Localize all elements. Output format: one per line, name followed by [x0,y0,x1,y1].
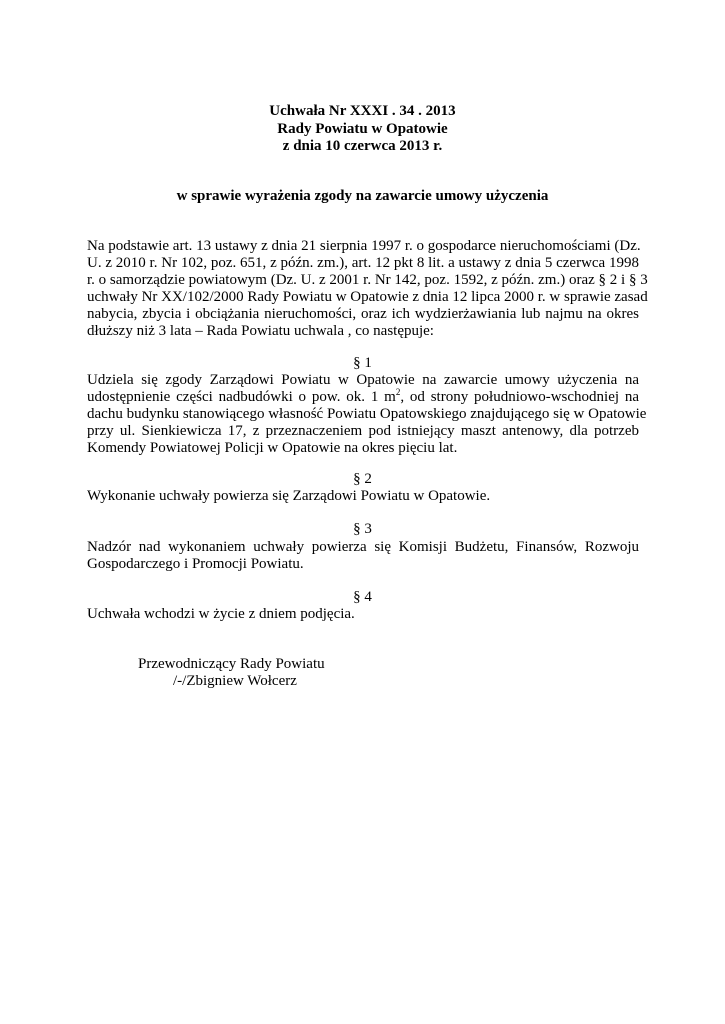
preamble-line: uchwały Nr XX/102/2000 Rady Powiatu w Opatowie z dnia 12 lipca 2000 r. w sprawie zasad [87,289,648,305]
preamble-line: nabycia, zbycia i obciążania nieruchomości, oraz ich wydzierżawiania lub najmu na okres [87,306,639,322]
section-line: dachu budynku stanowiącego własność Powiatu Opatowskiego znajdującego się w Opatowie [87,406,647,422]
preamble-line: U. z 2010 r. Nr 102, poz. 651, z późn. zm.), art. 12 pkt 8 lit. a ustawy z dnia 5 czerwca 1998 [87,255,639,271]
section-4-body [87,606,639,623]
section-line: Komendy Powiatowej Policji w Opatowie na okres pięciu lat. [87,440,458,456]
section-line: Gospodarczego i Promocji Powiatu. [87,556,304,572]
section-1-body [87,372,647,457]
resolution-subject: w sprawie wyrażenia zgody na zawarcie umowy użyczenia [176,188,549,204]
preamble-line: dłuższy niż 3 lata – Rada Powiatu uchwala , co następuje: [87,323,434,339]
section-3-body [87,539,639,573]
resolution-number: Uchwała Nr XXXI . 34 . 2013 [269,103,456,119]
section-line: przy ul. Sienkiewicza 17, z przeznaczeniem pod istniejący maszt antenowy, dla potrzeb [87,423,639,439]
area-text: udostępnienie części nadbudówki o pow. ok. 1 m [87,389,396,405]
signature-name: /-/Zbigniew Wołcerz [173,673,297,689]
section-mark-3: § 3 [353,521,372,537]
area-superscript: 2 [395,387,401,397]
preamble [87,238,648,340]
section-mark-4: § 4 [353,589,372,605]
section-line: Uchwała wchodzi w życie z dniem podjęcia. [87,606,355,622]
section-2-body [87,488,639,505]
council-name: Rady Powiatu w Opatowie [277,121,448,137]
section-line [87,389,639,406]
section-line: Wykonanie uchwały powierza się Zarządowi Powiatu w Opatowie. [87,488,491,504]
section-line: Nadzór nad wykonaniem uchwały powierza się Komisji Budżetu, Finansów, Rozwoju [87,539,639,555]
preamble-line: r. o samorządzie powiatowym (Dz. U. z 2001 r. Nr 142, poz. 1592, z późn. zm.) oraz § 2 i § 3 [87,272,648,288]
section-mark-2: § 2 [353,471,372,487]
section-mark-1: § 1 [353,355,372,371]
signature-title: Przewodniczący Rady Powiatu [138,656,325,672]
preamble-line: Na podstawie art. 13 ustawy z dnia 21 sierpnia 1997 r. o gospodarce nieruchomościami (Dz. [87,238,641,254]
resolution-date: z dnia 10 czerwca 2013 r. [282,138,443,154]
section-line: Udziela się zgody Zarządowi Powiatu w Opatowie na zawarcie umowy użyczenia na [87,372,639,388]
area-tail: , od strony południowo-wschodniej na [400,389,639,405]
